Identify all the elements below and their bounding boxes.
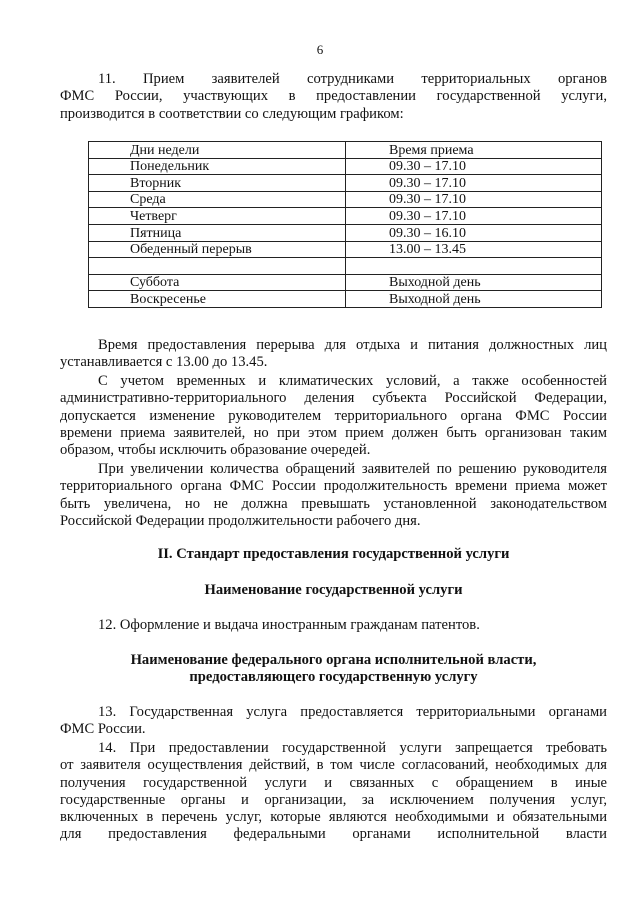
- day-cell: Среда: [89, 191, 346, 208]
- table-row-empty: [89, 258, 602, 275]
- paragraph-break-time: [60, 337, 607, 372]
- day-cell: Вторник: [89, 175, 346, 192]
- paragraph-climate: [60, 373, 607, 459]
- p11-line-1: 11. Прием заявителей сотрудниками территориальных органов: [98, 71, 607, 87]
- climate-line-5: образом, чтобы исключить образование очередей.: [60, 442, 371, 459]
- time-cell: 09.30 – 17.10: [346, 158, 602, 175]
- time-cell: 09.30 – 16.10: [346, 224, 602, 241]
- table-row: [89, 241, 602, 258]
- table-row: [89, 274, 602, 291]
- day-cell: [89, 258, 346, 275]
- break-line-1: Время предоставления перерыва для отдыха и питания должностных лиц: [98, 337, 607, 353]
- day-cell: Обеденный перерыв: [89, 241, 346, 258]
- time-cell: [346, 258, 602, 275]
- table-row: [89, 158, 602, 175]
- time-cell: 09.30 – 17.10: [346, 175, 602, 192]
- time-cell: Выходной день: [346, 274, 602, 291]
- day-cell: Четверг: [89, 208, 346, 225]
- p13-line-1: 13. Государственная услуга предоставляется территориальными органами: [98, 704, 607, 720]
- table-header-row: [89, 142, 602, 159]
- subtitle-agency: [60, 652, 607, 687]
- increase-line-1: При увеличении количества обращений заявителей по решению руководителя: [98, 461, 607, 477]
- increase-line-4: Российской Федерации продолжительности рабочего дня.: [60, 512, 421, 529]
- schedule-table: [88, 141, 602, 308]
- table-row: [89, 224, 602, 241]
- agency-line-2: предоставляющего государственную услугу: [189, 669, 478, 686]
- day-cell: Понедельник: [89, 158, 346, 175]
- climate-line-2: административно-территориального деления субъекта Российской Федерации,: [60, 390, 607, 407]
- subtitle-service-name: Наименование государственной услуги: [204, 582, 463, 598]
- paragraph-increase: [60, 461, 607, 530]
- table-row: [89, 191, 602, 208]
- paragraph-11: [60, 71, 607, 123]
- climate-line-4: времени приема заявителей, но при этом прием должен быть организован таким: [60, 424, 607, 441]
- p14-line-6: для предоставления федеральными органами исполнительной власти: [60, 826, 607, 843]
- p12-line: 12. Оформление и выдача иностранным гражданам патентов.: [98, 617, 480, 633]
- paragraph-12: [60, 617, 607, 634]
- p14-line-5: включенных в перечень услуг, которые являются необходимыми и обязательными: [60, 809, 607, 826]
- paragraph-13: [60, 704, 607, 739]
- climate-line-3: допускается изменение руководителем территориального органа ФМС России: [60, 407, 607, 424]
- increase-line-2: территориального органа ФМС России продолжительность времени приема может: [60, 478, 607, 495]
- time-cell: Выходной день: [346, 291, 602, 308]
- break-line-2: устанавливается с 13.00 до 13.45.: [60, 354, 268, 371]
- p14-line-3: получения государственной услуги и связанных с обращением в иные: [60, 774, 607, 791]
- p14-line-1: 14. При предоставлении государственной услуги запрещается требовать: [98, 740, 607, 756]
- time-cell: 09.30 – 17.10: [346, 191, 602, 208]
- page-number: 6: [316, 42, 324, 57]
- p14-line-4: государственные органы и организации, за исключением получения услуг,: [60, 791, 607, 808]
- time-cell: 13.00 – 13.45: [346, 241, 602, 258]
- day-cell: Воскресенье: [89, 291, 346, 308]
- p11-line-3: производится в соответствии со следующим графиком:: [60, 105, 404, 122]
- increase-line-3: быть увеличена, но не должна превышать установленной законодательством: [60, 495, 607, 512]
- p11-line-2: ФМС России, участвующих в предоставлении государственной услуги,: [60, 88, 607, 105]
- time-cell: 09.30 – 17.10: [346, 208, 602, 225]
- day-cell: Пятница: [89, 224, 346, 241]
- paragraph-14: [60, 740, 607, 844]
- climate-line-1: С учетом временных и климатических условий, а также особенностей: [98, 373, 607, 389]
- table-row: [89, 175, 602, 192]
- agency-line-1: Наименование федерального органа исполнительной власти,: [130, 652, 537, 668]
- header-days: Дни недели: [89, 142, 346, 159]
- table-row: [89, 208, 602, 225]
- p13-line-2: ФМС России.: [60, 721, 146, 738]
- day-cell: Суббота: [89, 274, 346, 291]
- section-title: II. Стандарт предоставления государственной услуги: [157, 546, 510, 562]
- table-row: [89, 291, 602, 308]
- p14-line-2: от заявителя осуществления действий, в том числе согласований, необходимых для: [60, 757, 607, 774]
- header-time: Время приема: [346, 142, 602, 159]
